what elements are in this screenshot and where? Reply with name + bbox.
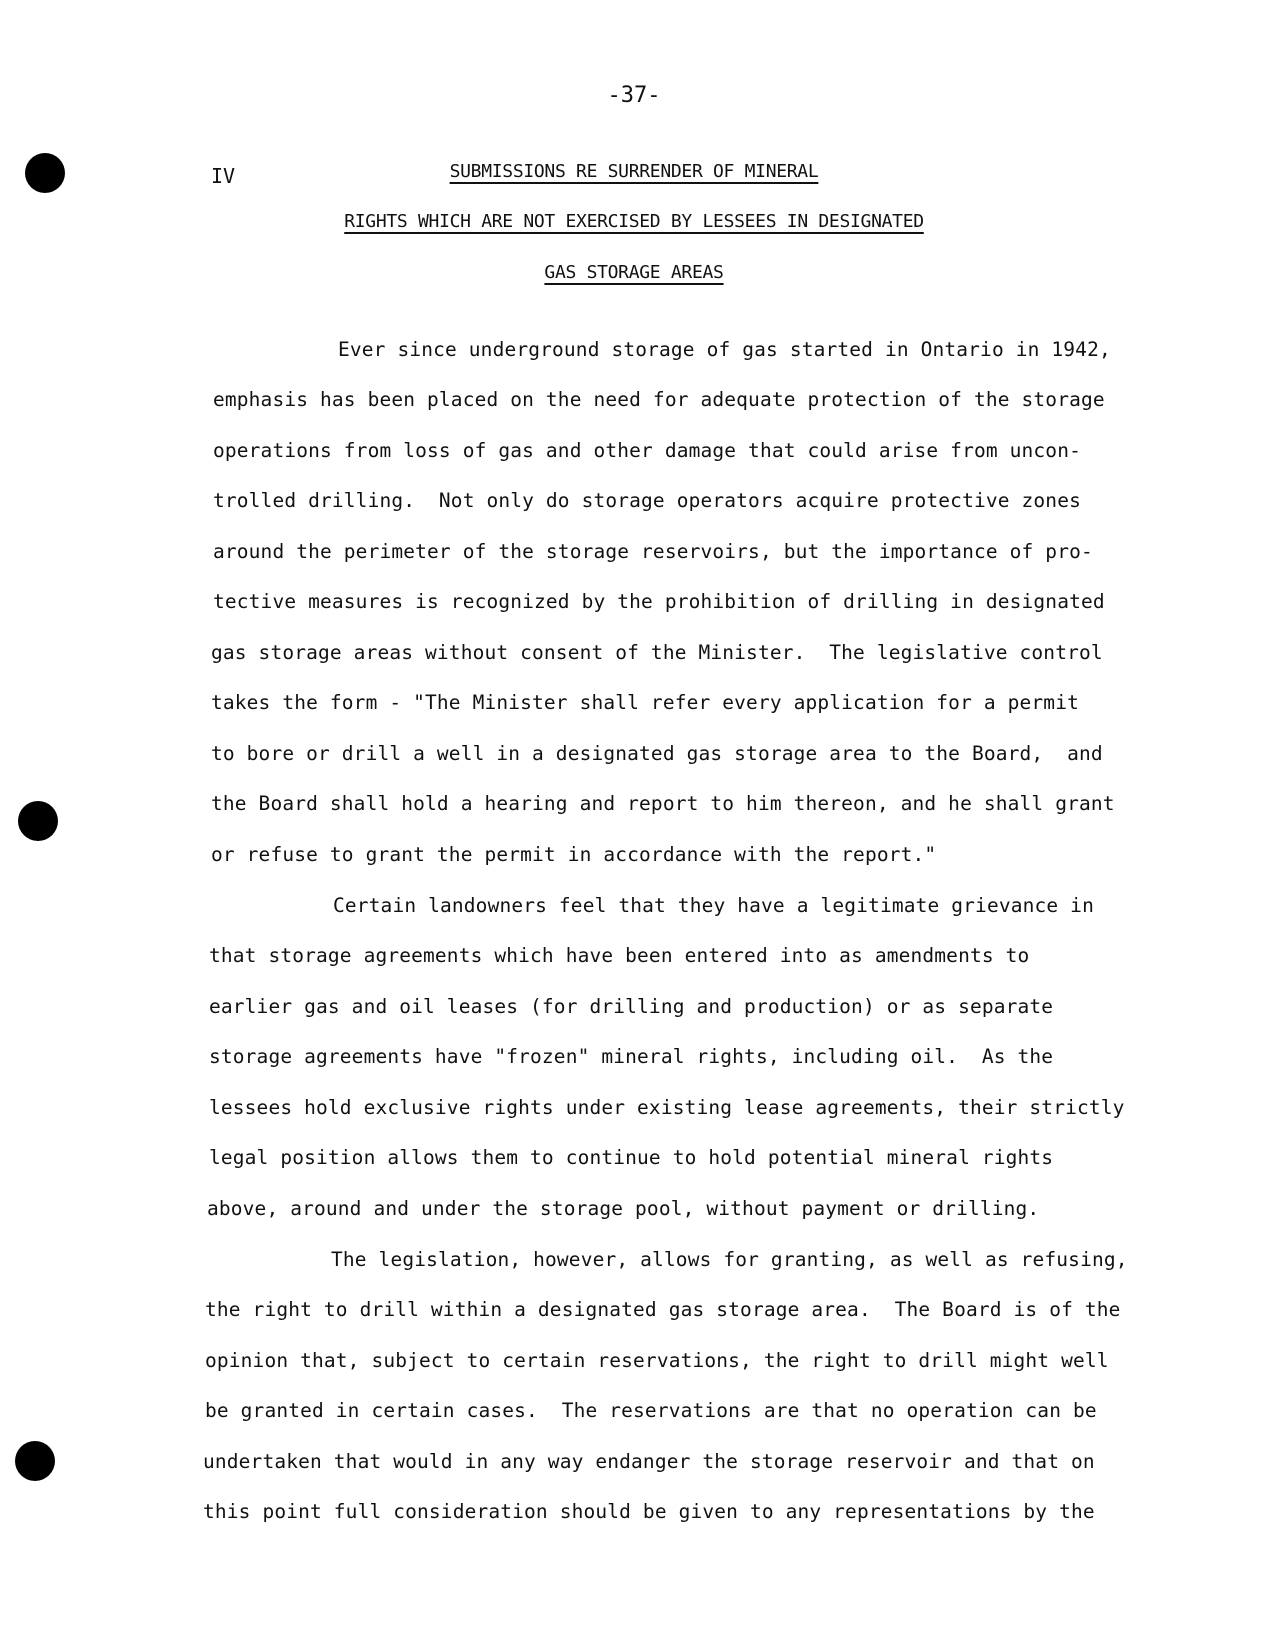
paragraph-line: or refuse to grant the permit in accordance with the report." (211, 843, 937, 866)
section-heading-line: SUBMISSIONS RE SURRENDER OF MINERAL (449, 161, 819, 182)
punch-hole-bottom (15, 1441, 55, 1481)
paragraph-line: The legislation, however, allows for granting, as well as refusing, (331, 1248, 1128, 1271)
paragraph-line: be granted in certain cases. The reservations are that no operation can be (205, 1399, 1097, 1422)
paragraph-line: around the perimeter of the storage reservoirs, but the importance of pro- (213, 540, 1093, 563)
paragraph-line: to bore or drill a well in a designated gas storage area to the Board, and (211, 742, 1103, 765)
paragraph-line: Certain landowners feel that they have a legitimate grievance in (333, 894, 1094, 917)
paragraph-line: takes the form - "The Minister shall refer every application for a permit (211, 691, 1079, 714)
paragraph-line: above, around and under the storage pool, without payment or drilling. (207, 1197, 1040, 1220)
paragraph-line: trolled drilling. Not only do storage operators acquire protective zones (213, 489, 1081, 512)
paragraph-line: operations from loss of gas and other damage that could arise from uncon- (213, 439, 1081, 462)
paragraph-line: emphasis has been placed on the need for adequate protection of the storage (213, 388, 1105, 411)
paragraph-line: lessees hold exclusive rights under existing lease agreements, their strictly (209, 1096, 1125, 1119)
paragraph-line: storage agreements have "frozen" mineral rights, including oil. As the (209, 1045, 1054, 1068)
paragraph-line: gas storage areas without consent of the Minister. The legislative control (211, 641, 1103, 664)
punch-hole-middle (18, 801, 58, 841)
paragraph-line: opinion that, subject to certain reservations, the right to drill might well (205, 1349, 1109, 1372)
paragraph-line: undertaken that would in any way endanger the storage reservoir and that on (203, 1450, 1095, 1473)
page-number: -37- (607, 83, 661, 108)
section-heading-line: GAS STORAGE AREAS (544, 262, 724, 283)
paragraph-line: tective measures is recognized by the prohibition of drilling in designated (213, 590, 1105, 613)
paragraph-line: the Board shall hold a hearing and report to him thereon, and he shall grant (211, 792, 1115, 815)
paragraph-line: this point full consideration should be given to any representations by the (203, 1500, 1095, 1523)
paragraph-line: that storage agreements which have been entered into as amendments to (209, 944, 1030, 967)
paragraph-line: legal position allows them to continue to hold potential mineral rights (209, 1146, 1054, 1169)
paragraph-line: Ever since underground storage of gas started in Ontario in 1942, (338, 338, 1111, 361)
section-heading-line: RIGHTS WHICH ARE NOT EXERCISED BY LESSEES IN DESIGNATED (344, 211, 924, 232)
paragraph-line: earlier gas and oil leases (for drilling and production) or as separate (209, 995, 1054, 1018)
section-numeral: IV (211, 164, 236, 188)
paragraph-line: the right to drill within a designated gas storage area. The Board is of the (205, 1298, 1121, 1321)
